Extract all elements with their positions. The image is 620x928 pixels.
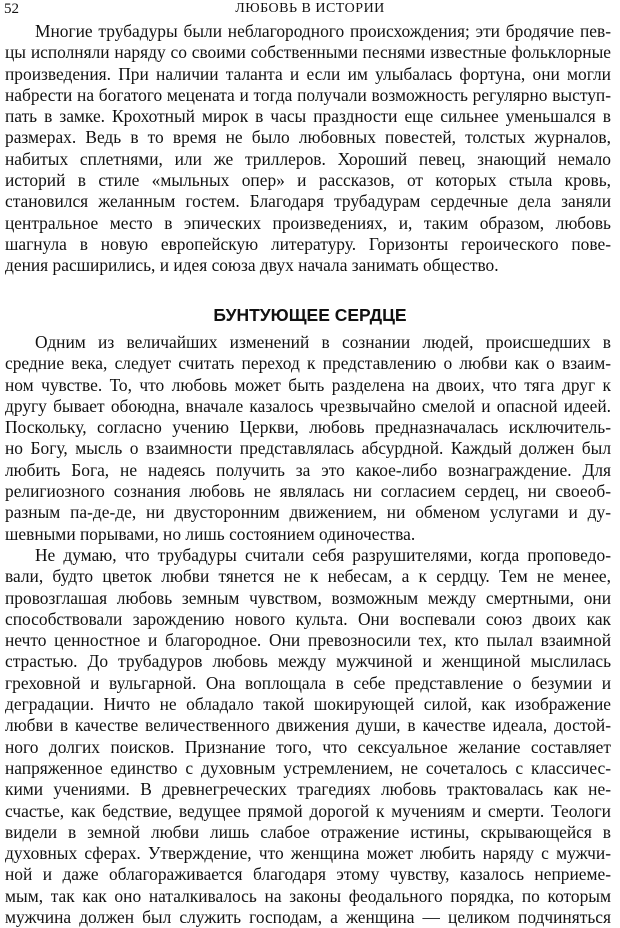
- text-line: набитых сплетнями, или же триллеров. Хороший певец, знающий немало: [5, 148, 611, 169]
- text-line: счастье, как бедствие, ведущее прямой дорогой к мучениям и смерти. Теологи: [5, 800, 611, 821]
- text-line: ного долгих поисков. Признание того, что сексуальное желание составляет: [5, 736, 611, 757]
- text-line: набрести на богатого мецената и тогда получали возможность регулярно выступ-: [5, 84, 611, 105]
- text-line: греховной и вульгарной. Она воплощала в себе представление о безумии и: [5, 672, 611, 693]
- text-line: пать в замке. Крохотный мирок в часы праздности еще сильнее уменьшался в: [5, 106, 611, 127]
- text-line: ном чувстве. То, что любовь может быть разделена на двоих, что тяга друг к: [5, 374, 611, 395]
- section-heading: БУНТУЮЩЕЕ СЕРДЦЕ: [213, 305, 407, 325]
- text-block-intro: [5, 21, 611, 277]
- text-line: ной и даже облагораживается благодаря этому чувству, казалось неприеме-: [5, 864, 611, 885]
- page-header: [4, 0, 616, 20]
- text-line: Поскольку, согласно учению Церкви, любовь предназначалась исключитель-: [5, 417, 611, 438]
- text-line: страстью. До трубадуров любовь между мужчиной и женщиной мыслилась: [5, 651, 611, 672]
- text-line: становился желанным гостем. Благодаря трубадурам сердечные дела заняли: [5, 191, 611, 212]
- text-line: способствовали зарождению нового культа. Они воспевали союз двоих как: [5, 608, 611, 629]
- text-line: но Богу, мысль о взаимности представлялась абсурдной. Каждый должен был: [5, 438, 611, 459]
- text-line: Одним из величайших изменений в сознании людей, происшедших в: [35, 332, 611, 352]
- text-line: любви в качестве величественного движения души, в качестве идеала, достой-: [5, 715, 611, 736]
- text-line: кими учениями. В древнегреческих трагедиях любовь трактовалась как не-: [5, 779, 611, 800]
- text-block-main: [5, 332, 611, 928]
- text-line: шевными порывами, но лишь состоянием одиночества.: [5, 523, 416, 544]
- text-line: духовных сферах. Утверждение, что женщина может любить наряду с мужчи-: [5, 843, 611, 864]
- running-title: ЛЮБОВЬ В ИСТОРИИ: [235, 1, 385, 16]
- text-line: вали, будто цветок любви тянется не к небесам, а к сердцу. Тем не менее,: [5, 566, 611, 587]
- text-line: Не думаю, что трубадуры считали себя разрушителями, когда проповедо-: [35, 544, 611, 565]
- text-line: Многие трубадуры были неблагородного происхождения; эти бродячие пев-: [35, 21, 611, 41]
- text-line: мым, так как оно наталкивалось на законы феодального порядка, по которым: [5, 885, 611, 906]
- text-line: разным па-де-де, ни двусторонним движением, ни обменом услугами и ду-: [5, 502, 611, 523]
- text-line: произведения. При наличии таланта и если им улыбалась фортуна, они могли: [5, 63, 611, 84]
- text-line: цы исполняли наряду со своими собственными песнями известные фольклорные: [5, 42, 611, 63]
- text-line: другу бывает обоюдна, вначале казалось чрезвычайно смелой и опасной идеей.: [5, 395, 611, 416]
- text-line: дения расширились, и идея союза двух начала занимать общество.: [5, 255, 499, 276]
- text-line: нечто ценностное и благородное. Они превозносили тех, кто пылал взаимной: [5, 630, 611, 651]
- paragraph-troubadours-origins: [5, 21, 611, 277]
- text-line: центральное место в эпических произведениях, и, таким образом, любовь: [5, 212, 611, 233]
- text-line: напряженное единство с духовным устремлением, не сочеталось с классичес-: [5, 757, 611, 778]
- text-line: мужчина должен был служить господам, а женщина — целиком подчиняться: [5, 907, 611, 928]
- text-line: шагнула в новую европейскую литературу. Горизонты героического пове-: [5, 233, 611, 254]
- text-line: деградации. Ничто не обладало такой шокирующей силой, как изображение: [5, 694, 611, 715]
- text-line: религиозного сознания любовь не являлась ни согласием сердец, ни своеоб-: [5, 481, 611, 502]
- page-number: 52: [4, 1, 19, 17]
- text-line: историй в стиле «мыльных опер» и рассказов, от которых стыла кровь,: [5, 170, 611, 191]
- text-line: провозглашая любовь земным чувством, возможным между смертными, они: [5, 587, 611, 608]
- paragraph-troubadours-cult: [5, 545, 611, 928]
- text-line: средние века, следует считать переход к представлению о любви как о взаим-: [5, 353, 611, 374]
- text-line: размерах. Ведь в то время не было любовных повестей, толстых журналов,: [5, 127, 611, 148]
- text-line: любить Бога, не надеясь получить за это какое-либо вознаграждение. Для: [5, 459, 611, 480]
- text-line: видели в земной любви лишь слабое отражение истины, скрывающейся в: [5, 821, 611, 842]
- paragraph-mutual-love: [5, 332, 611, 545]
